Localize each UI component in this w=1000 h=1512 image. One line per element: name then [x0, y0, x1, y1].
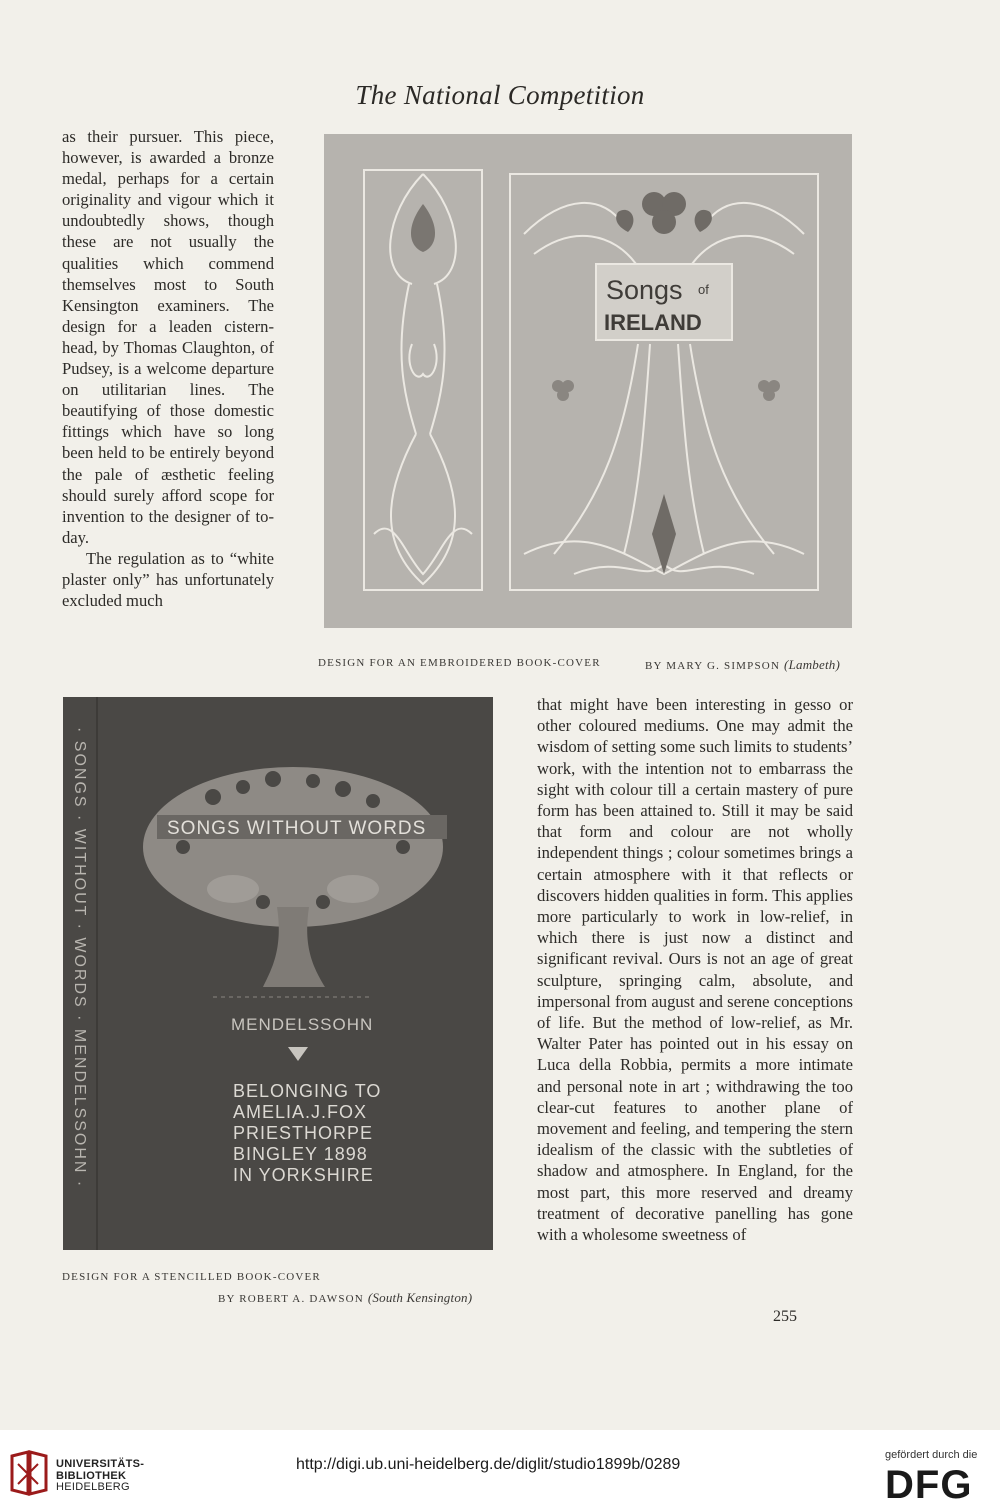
- caption-stencilled-credit: [218, 1290, 472, 1306]
- right-paragraph: that might have been interesting in gesso or other coloured mediums. One may admit the wisdom of setting some such limits to students’ work, with the intention not to embarrass the sight with colour till a certain mastery of pure form has been attained to. Still it may be said that form and colour are not wholly independent things ; colour sometimes brings a certain atmosphere with it that reflects or discovers hidden qualities in form. This applies more particularly to work in low-relief, in which there is just now a distinct and significant revival. Ours is not an age of great sculpture, springing calm, absolute, and impersonal from august and serene conceptions of life. But the method of low-relief, as Mr. Walter Pater has pointed out in his essay on Luca della Robbia, permits a more intimate and personal note in art ; withdrawing the too clear-cut features to another plane of movement and feeling, and tempering the stern idealism of the classic with the subtleties of shadow and atmosphere. In England, for the most part, this more reserved and dreamy treatment of decorative panelling has gone with a wholesome sweetness of: [537, 695, 853, 1245]
- funding-note: gefördert durch die: [885, 1449, 978, 1461]
- institution-line-2: BIBLIOTHEK: [56, 1469, 127, 1482]
- running-head: The National Competition: [355, 80, 645, 110]
- page-number: 255: [773, 1308, 797, 1325]
- caption-embroidered-artist: BY MARY G. SIMPSON: [645, 660, 781, 672]
- library-footer: [0, 1430, 1000, 1512]
- dfg-logo: DFG: [885, 1463, 973, 1507]
- embroidered-book-cover-plate: [324, 134, 852, 628]
- institution-line-3: HEIDELBERG: [56, 1481, 130, 1493]
- right-column-text: [537, 694, 853, 1245]
- inscription-line-2: AMELIA.J.FOX: [233, 1102, 368, 1122]
- left-paragraph-1: as their pursuer. This piece, however, is awarded a bronze medal, perhaps for a certain originality and vigour which it undoubtedly shows, though these are not usually the qualities which commend themselves most to South Kensington examiners. The design for a leaden cistern-head, by Thomas Claughton, of Pudsey, is a welcome departure on utilitarian lines. The beautifying of those domestic fittings which have so long been held to be entirely beyond the pale of æsthetic feeling should surely afford scope for invention to the designer of to-day.: [62, 127, 274, 547]
- stencil-composer: MENDELSSOHN: [231, 1015, 374, 1034]
- cover-title-of: of: [698, 282, 709, 297]
- inscription-line-3: PRIESTHORPE: [233, 1123, 374, 1143]
- inscription-line-1: BELONGING TO: [233, 1081, 382, 1101]
- left-column-text: [62, 126, 274, 611]
- inscription-line-4: BINGLEY 1898: [233, 1144, 368, 1164]
- caption-stencilled-place: (South Kensington): [367, 1290, 473, 1305]
- library-logo-icon: [8, 1450, 50, 1498]
- institution-line-1: UNIVERSITÄTS-: [56, 1458, 145, 1470]
- stencilled-book-cover-plate: [63, 697, 493, 1250]
- source-url-link[interactable]: http://digi.ub.uni-heidelberg.de/diglit/studio1899b/0289: [296, 1456, 681, 1473]
- caption-stencilled-title: DESIGN FOR A STENCILLED BOOK-COVER: [62, 1271, 321, 1283]
- stencil-cover-title: SONGS WITHOUT WORDS: [167, 818, 427, 839]
- cover-title-ireland: IRELAND: [604, 310, 702, 335]
- inscription-line-5: IN YORKSHIRE: [233, 1165, 374, 1185]
- cover-title-songs: Songs: [606, 275, 683, 305]
- caption-embroidered-title: DESIGN FOR AN EMBROIDERED BOOK-COVER: [318, 657, 601, 669]
- caption-embroidered-place: (Lambeth): [784, 657, 841, 672]
- caption-embroidered-credit: [645, 657, 840, 673]
- left-paragraph-2: The regulation as to “white plaster only” has unfortunately excluded much: [62, 548, 274, 611]
- embroidered-cover-illustration: [324, 134, 852, 628]
- stencilled-cover-illustration: [63, 697, 493, 1250]
- caption-stencilled-artist: BY ROBERT A. DAWSON: [218, 1293, 364, 1305]
- spine-text: · SONGS · WITHOUT · WORDS · MENDELSSOHN ·: [71, 727, 88, 1189]
- institution-name: [56, 1459, 144, 1494]
